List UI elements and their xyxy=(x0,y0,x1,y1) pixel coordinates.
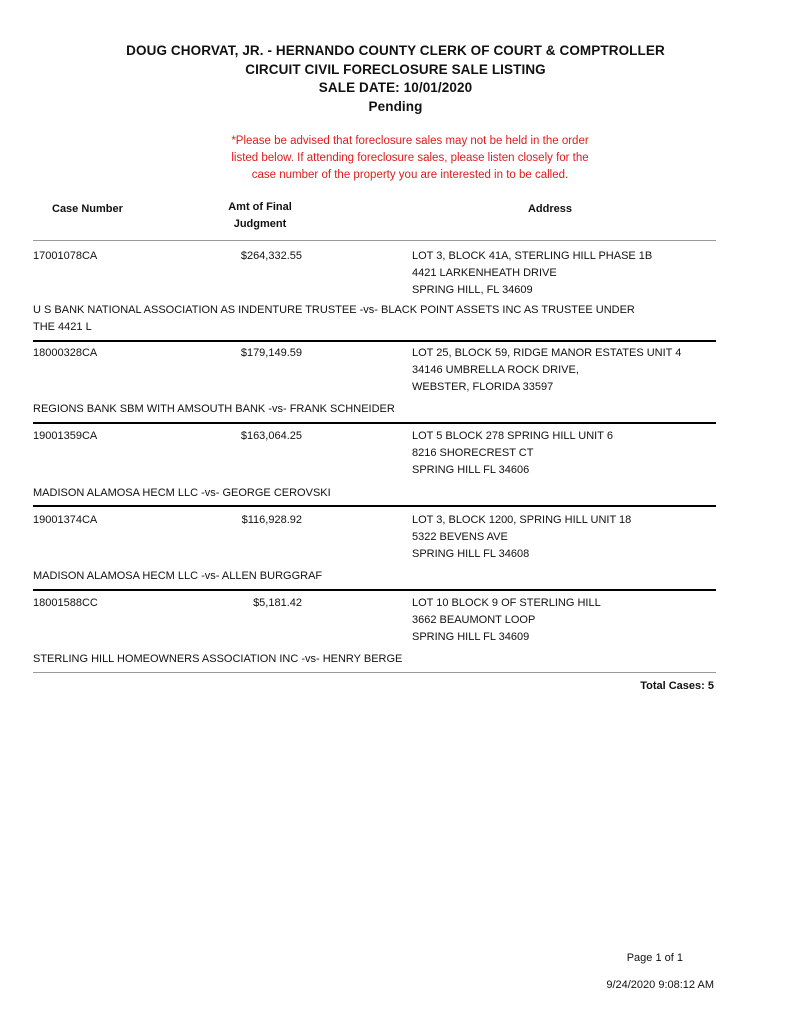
listing-title: CIRCUIT CIVIL FORECLOSURE SALE LISTING xyxy=(245,61,546,77)
case-number: 18001588CC xyxy=(33,597,98,609)
sale-date: SALE DATE: 10/01/2020 xyxy=(318,80,473,95)
case-parties xyxy=(33,302,713,336)
case-number: 17001078CA xyxy=(33,250,98,262)
column-header-amount xyxy=(200,199,320,233)
property-address xyxy=(412,428,613,479)
sale-order-notice xyxy=(140,133,680,184)
footer-divider xyxy=(33,672,716,673)
address-line: 3662 BEAUMONT LOOP xyxy=(412,614,536,626)
case-parties xyxy=(33,568,713,585)
address-line: 8216 SHORECREST CT xyxy=(412,447,534,459)
property-address xyxy=(412,512,631,563)
address-line: SPRING HILL, FL 34609 xyxy=(412,284,533,296)
judgment-amount: $264,332.55 xyxy=(240,250,302,262)
address-line: WEBSTER, FLORIDA 33597 xyxy=(412,381,554,393)
clerk-title: DOUG CHORVAT, JR. - HERNANDO COUNTY CLERK OF COURT & COMPTROLLER xyxy=(126,43,665,58)
parties-line: MADISON ALAMOSA HECM LLC -vs- GEORGE CEROVSKI xyxy=(33,487,331,499)
address-line: 34146 UMBRELLA ROCK DRIVE, xyxy=(412,364,579,376)
column-header-case-number: Case Number xyxy=(52,203,123,215)
case-parties xyxy=(33,401,713,418)
judgment-amount: $163,064.25 xyxy=(240,430,302,442)
total-cases: Total Cases: 5 xyxy=(640,680,714,692)
judgment-amount: $179,149.59 xyxy=(240,347,302,359)
report-header xyxy=(0,42,791,116)
parties-line: MADISON ALAMOSA HECM LLC -vs- ALLEN BURGGRAF xyxy=(33,570,323,582)
parties-line: THE 4421 L xyxy=(33,321,92,333)
case-parties xyxy=(33,485,713,502)
address-line: SPRING HILL FL 34609 xyxy=(412,631,530,643)
case-number: 19001359CA xyxy=(33,430,98,442)
parties-line: U S BANK NATIONAL ASSOCIATION AS INDENTURE TRUSTEE -vs- BLACK POINT ASSETS INC AS TRUSTEE UNDER xyxy=(33,304,635,316)
parties-line: REGIONS BANK SBM WITH AMSOUTH BANK -vs- FRANK SCHNEIDER xyxy=(33,403,395,415)
parties-line: STERLING HILL HOMEOWNERS ASSOCIATION INC -vs- HENRY BERGE xyxy=(33,653,403,665)
status-label: Pending xyxy=(368,98,423,114)
address-line: LOT 25, BLOCK 59, RIDGE MANOR ESTATES UNIT 4 xyxy=(412,347,682,359)
judgment-amount: $116,928.92 xyxy=(241,514,302,526)
amount-header-line: Amt of Final xyxy=(228,201,292,213)
address-line: SPRING HILL FL 34608 xyxy=(412,548,530,560)
notice-line: *Please be advised that foreclosure sales may not be held in the order xyxy=(231,135,589,147)
address-line: LOT 3, BLOCK 41A, STERLING HILL PHASE 1B xyxy=(412,250,653,262)
property-address xyxy=(412,248,652,299)
address-line: SPRING HILL FL 34606 xyxy=(412,464,530,476)
row-divider xyxy=(33,422,716,424)
row-divider xyxy=(33,505,716,507)
row-divider xyxy=(33,589,716,591)
address-line: 4421 LARKENHEATH DRIVE xyxy=(412,267,557,279)
report-timestamp: 9/24/2020 9:08:12 AM xyxy=(606,979,714,991)
notice-line: listed below. If attending foreclosure sales, please listen closely for the xyxy=(231,152,589,164)
case-number: 18000328CA xyxy=(33,347,98,359)
column-header-address: Address xyxy=(527,203,573,215)
case-parties xyxy=(33,651,713,668)
case-number: 19001374CA xyxy=(33,514,98,526)
address-line: 5322 BEVENS AVE xyxy=(412,531,508,543)
amount-header-line: Judgment xyxy=(233,218,287,230)
address-line: LOT 3, BLOCK 1200, SPRING HILL UNIT 18 xyxy=(412,514,632,526)
judgment-amount: $5,181.42 xyxy=(253,597,302,609)
notice-line: case number of the property you are interested in to be called. xyxy=(251,169,569,181)
page-number: Page 1 of 1 xyxy=(626,952,683,964)
address-line: LOT 10 BLOCK 9 OF STERLING HILL xyxy=(412,597,601,609)
row-divider xyxy=(33,340,716,342)
property-address xyxy=(412,345,681,396)
header-divider xyxy=(33,240,716,241)
property-address xyxy=(412,595,601,646)
address-line: LOT 5 BLOCK 278 SPRING HILL UNIT 6 xyxy=(412,430,613,442)
